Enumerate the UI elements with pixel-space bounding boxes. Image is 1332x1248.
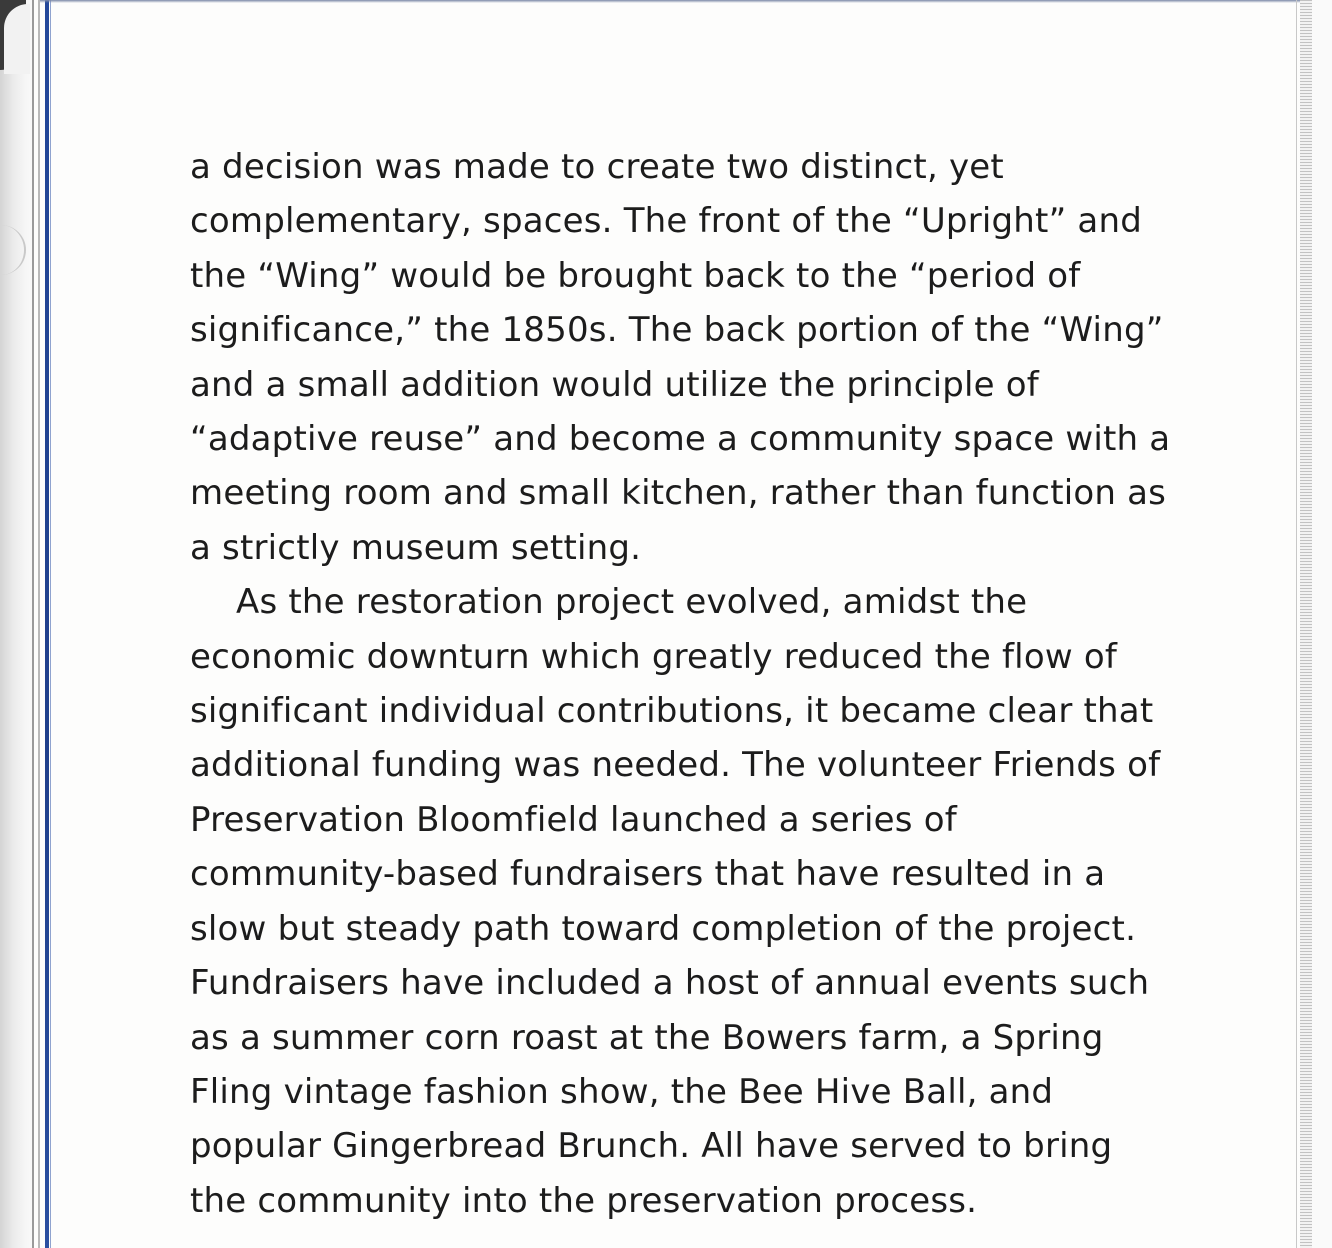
paragraph-1 — [190, 140, 1190, 575]
text-line: complementary, spaces. The front of the “Upright” and — [190, 201, 1142, 242]
article-body — [190, 140, 1190, 1228]
text-line: a decision was made to create two distinct, yet — [190, 147, 1004, 187]
text-line: significant individual contributions, it became clear that — [190, 691, 1154, 732]
right-edge-rule — [1296, 0, 1297, 1248]
text-line: significance,” the 1850s. The back portion of the “Wing” — [190, 310, 1164, 351]
text-line: the community into the preservation process. — [190, 1180, 978, 1221]
text-line: community-based fundraisers that have resulted in a — [190, 854, 1106, 895]
top-edge-shadow — [40, 0, 1300, 3]
text-line: economic downturn which greatly reduced the flow of — [190, 636, 1118, 677]
text-line: the “Wing” would be brought back to the “period of — [190, 255, 1081, 296]
binding-shadow — [0, 0, 34, 1248]
text-line: Preservation Bloomfield launched a series of — [190, 799, 957, 840]
text-line-indented: As the restoration project evolved, amidst the — [236, 582, 1028, 623]
text-line: Fling vintage fashion show, the Bee Hive Ball, and — [190, 1071, 1054, 1112]
text-line: slow but steady path toward completion of the project. — [190, 908, 1137, 949]
text-line: and a small addition would utilize the principle of — [190, 364, 1039, 405]
text-line: as a summer corn roast at the Bowers farm, a Spring — [190, 1017, 1104, 1058]
binding-rule-gray-light — [38, 0, 40, 1248]
text-line: additional funding was needed. The volunteer Friends of — [190, 745, 1161, 786]
text-line: meeting room and small kitchen, rather than function as — [190, 473, 1167, 514]
text-line: a strictly museum setting. — [190, 527, 642, 568]
page-corner-inner — [4, 4, 30, 74]
right-margin — [1312, 0, 1332, 1248]
binding-rule-blue — [45, 0, 49, 1248]
binding-rule-gray — [32, 0, 34, 1248]
binding-rule-blue-light — [50, 0, 51, 1248]
text-line: “adaptive reuse” and become a community space with a — [190, 419, 1171, 460]
paragraph-2 — [190, 575, 1190, 1228]
right-edge-dotted-border — [1300, 0, 1312, 1248]
text-line: popular Gingerbread Brunch. All have served to bring — [190, 1126, 1113, 1167]
text-line: Fundraisers have included a host of annual events such — [190, 963, 1150, 1004]
